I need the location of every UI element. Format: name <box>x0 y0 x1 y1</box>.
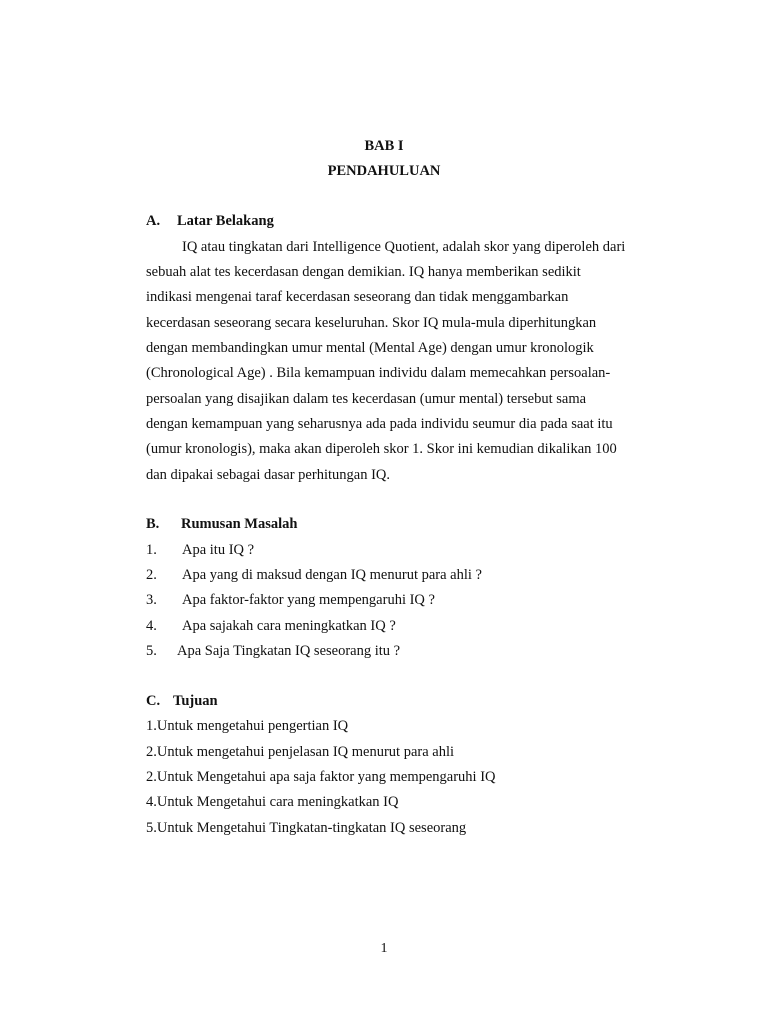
paragraph-line: dengan kemampuan yang seharusnya ada pada individu seumur dia pada saat itu <box>146 416 613 432</box>
paragraph-line: dan dipakai sebagai dasar perhitungan IQ. <box>146 467 390 483</box>
list-item <box>146 591 435 609</box>
list-item <box>146 566 482 584</box>
list-item <box>146 617 396 635</box>
list-item <box>146 642 400 660</box>
section-c-heading <box>146 692 218 710</box>
objective-item: 2.Untuk Mengetahui apa saja faktor yang mempengaruhi IQ <box>146 769 496 785</box>
objective-item: 2.Untuk mengetahui penjelasan IQ menurut para ahli <box>146 744 455 760</box>
paragraph-line: indikasi mengenai taraf kecerdasan seseorang dan tidak menggambarkan <box>146 289 569 305</box>
objective-item: 1.Untuk mengetahui pengertian IQ <box>146 718 349 734</box>
list-item-number: 5. <box>146 643 157 659</box>
section-a-letter: A. <box>146 213 161 229</box>
chapter-label: BAB I <box>364 138 404 154</box>
objective-item: 5.Untuk Mengetahui Tingkatan-tingkatan IQ seseorang <box>146 820 467 836</box>
paragraph-line: kecerdasan seseorang secara keseluruhan. Skor IQ mula-mula diperhitungkan <box>146 315 597 331</box>
section-c-letter: C. <box>146 693 161 709</box>
paragraph-line: IQ atau tingkatan dari Intelligence Quotient, adalah skor yang diperoleh dari <box>182 239 626 255</box>
list-item <box>146 541 254 559</box>
section-b-letter: B. <box>146 516 160 532</box>
list-item-text: Apa faktor-faktor yang mempengaruhi IQ ? <box>182 592 435 608</box>
objective-item: 4.Untuk Mengetahui cara meningkatkan IQ <box>146 794 399 810</box>
paragraph-line: sebuah alat tes kecerdasan dengan demikian. IQ hanya memberikan sedikit <box>146 264 581 280</box>
list-item-text: Apa yang di maksud dengan IQ menurut para ahli ? <box>182 567 482 583</box>
list-item-text: Apa itu IQ ? <box>182 542 255 558</box>
list-item-text: Apa Saja Tingkatan IQ seseorang itu ? <box>177 643 401 659</box>
list-item-number: 3. <box>146 592 157 608</box>
page-number: 1 <box>380 941 388 956</box>
section-b-heading <box>146 515 297 533</box>
paragraph-line: dengan membandingkan umur mental (Mental Age) dengan umur kronologik <box>146 340 594 356</box>
section-a-heading <box>146 212 274 230</box>
section-a-title: Latar Belakang <box>177 213 274 229</box>
list-item-text: Apa sajakah cara meningkatkan IQ ? <box>182 618 396 634</box>
list-item-number: 2. <box>146 567 157 583</box>
paragraph-line: (umur kronologis), maka akan diperoleh skor 1. Skor ini kemudian dikalikan 100 <box>146 441 617 457</box>
section-c-title: Tujuan <box>173 693 218 709</box>
list-item-number: 1. <box>146 542 157 558</box>
chapter-title: PENDAHULUAN <box>327 163 441 179</box>
section-b-title: Rumusan Masalah <box>181 516 298 532</box>
paragraph-line: (Chronological Age) . Bila kemampuan individu dalam memecahkan persoalan- <box>146 365 611 381</box>
list-item-number: 4. <box>146 618 157 634</box>
paragraph-line: persoalan yang disajikan dalam tes kecerdasan (umur mental) tersebut sama <box>146 391 587 407</box>
